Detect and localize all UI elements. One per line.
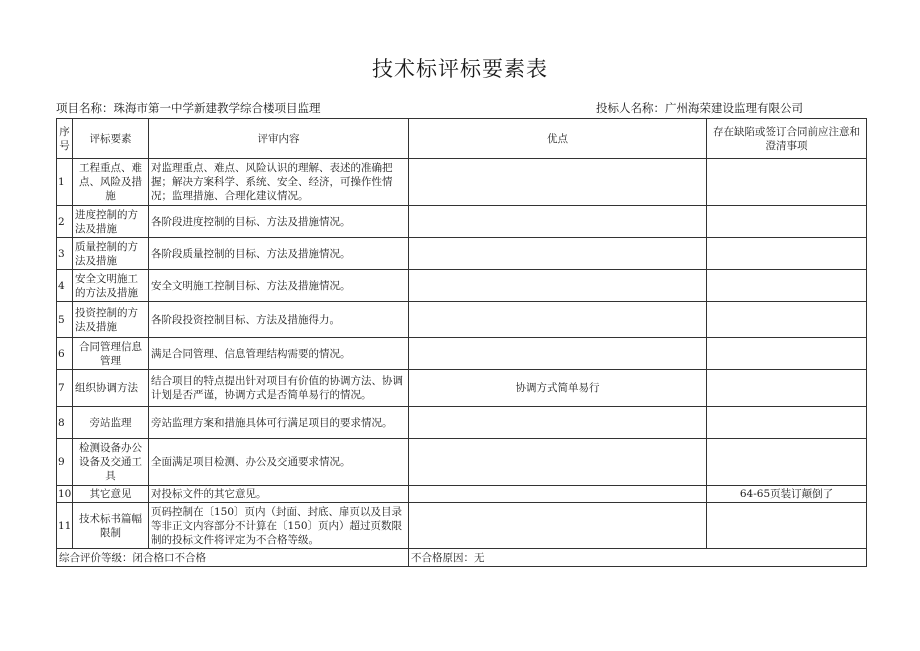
row-merit (409, 486, 707, 503)
table-row (57, 486, 867, 503)
row-seq: 2 (57, 206, 73, 238)
row-element: 技术标书篇幅限制 (73, 503, 149, 549)
row-content: 全面满足项目检测、办公及交通要求情况。 (149, 439, 409, 486)
row-seq: 7 (57, 370, 73, 407)
header-seq: 序号 (57, 119, 73, 159)
row-content: 旁站监理方案和措施具体可行满足项目的要求情况。 (149, 407, 409, 439)
row-content: 对监理重点、难点、风险认识的理解、表述的准确把握；解决方案科学、系统、安全、经济，可操作性情况；监理措施、合理化建议情况。 (149, 159, 409, 206)
project-name: 项目名称：珠海市第一中学新建教学综合楼项目监理 (56, 101, 321, 115)
table-row (57, 439, 867, 486)
row-issue (707, 370, 867, 407)
fail-reason: 不合格原因：无 (409, 549, 867, 567)
row-element: 合同管理信息管理 (73, 338, 149, 370)
table-row (57, 270, 867, 302)
row-element: 投资控制的方法及措施 (73, 302, 149, 338)
row-merit: 协调方式简单易行 (409, 370, 707, 407)
footer-row (57, 549, 867, 567)
row-seq: 8 (57, 407, 73, 439)
header-issues: 存在缺陷或签订合同前应注意和澄清事项 (707, 119, 867, 159)
row-content: 对投标文件的其它意见。 (149, 486, 409, 503)
table-row (57, 338, 867, 370)
row-merit (409, 439, 707, 486)
row-seq: 4 (57, 270, 73, 302)
row-issue (707, 270, 867, 302)
row-seq: 1 (57, 159, 73, 206)
header-content: 评审内容 (149, 119, 409, 159)
table-row (57, 238, 867, 270)
row-element: 进度控制的方法及措施 (73, 206, 149, 238)
row-merit (409, 503, 707, 549)
page-title: 技术标评标要素表 (372, 57, 548, 81)
row-merit (409, 159, 707, 206)
row-content: 各阶段进度控制的目标、方法及措施情况。 (149, 206, 409, 238)
row-issue (707, 503, 867, 549)
row-content: 各阶段质量控制的目标、方法及措施情况。 (149, 238, 409, 270)
row-merit (409, 206, 707, 238)
row-element: 旁站监理 (73, 407, 149, 439)
row-content: 结合项目的特点提出针对项目有价值的协调方法、协调计划是否严谨，协调方式是否简单易行的情况。 (149, 370, 409, 407)
row-element: 工程重点、难点、风险及措施 (73, 159, 149, 206)
table-row (57, 206, 867, 238)
overall-rating: 综合评价等级：闭合格口不合格 (57, 549, 409, 567)
evaluation-table (56, 118, 867, 567)
row-issue (707, 159, 867, 206)
table-row (57, 503, 867, 549)
header-row (57, 119, 867, 159)
row-content: 满足合同管理、信息管理结构需要的情况。 (149, 338, 409, 370)
row-element: 组织协调方法 (73, 370, 149, 407)
row-merit (409, 407, 707, 439)
row-issue (707, 439, 867, 486)
row-seq: 11 (57, 503, 73, 549)
row-element: 安全文明施工的方法及措施 (73, 270, 149, 302)
table-row (57, 370, 867, 407)
row-merit (409, 302, 707, 338)
row-seq: 10 (57, 486, 73, 503)
header-merit: 优点 (409, 119, 707, 159)
row-element: 检测设备办公设备及交通工具 (73, 439, 149, 486)
row-seq: 5 (57, 302, 73, 338)
row-element: 质量控制的方法及措施 (73, 238, 149, 270)
row-issue (707, 206, 867, 238)
row-issue (707, 338, 867, 370)
row-issue (707, 302, 867, 338)
row-content: 安全文明施工控制目标、方法及措施情况。 (149, 270, 409, 302)
row-seq: 9 (57, 439, 73, 486)
table-row (57, 302, 867, 338)
header-element: 评标要素 (73, 119, 149, 159)
bidder-name: 投标人名称：广州海荣建设监理有限公司 (596, 101, 803, 115)
row-content: 各阶段投资控制目标、方法及措施得力。 (149, 302, 409, 338)
row-issue (707, 238, 867, 270)
row-merit (409, 270, 707, 302)
row-element: 其它意见 (73, 486, 149, 503)
row-merit (409, 338, 707, 370)
row-issue: 64-65页装订颠倒了 (707, 486, 867, 503)
table-row (57, 159, 867, 206)
row-merit (409, 238, 707, 270)
table-row (57, 407, 867, 439)
row-seq: 6 (57, 338, 73, 370)
row-seq: 3 (57, 238, 73, 270)
row-issue (707, 407, 867, 439)
row-content: 页码控制在〔150〕页内（封面、封底、扉页以及目录等非正文内容部分不计算在〔150〕页内）超过页数限制的投标文件将评定为不合格等级。 (149, 503, 409, 549)
